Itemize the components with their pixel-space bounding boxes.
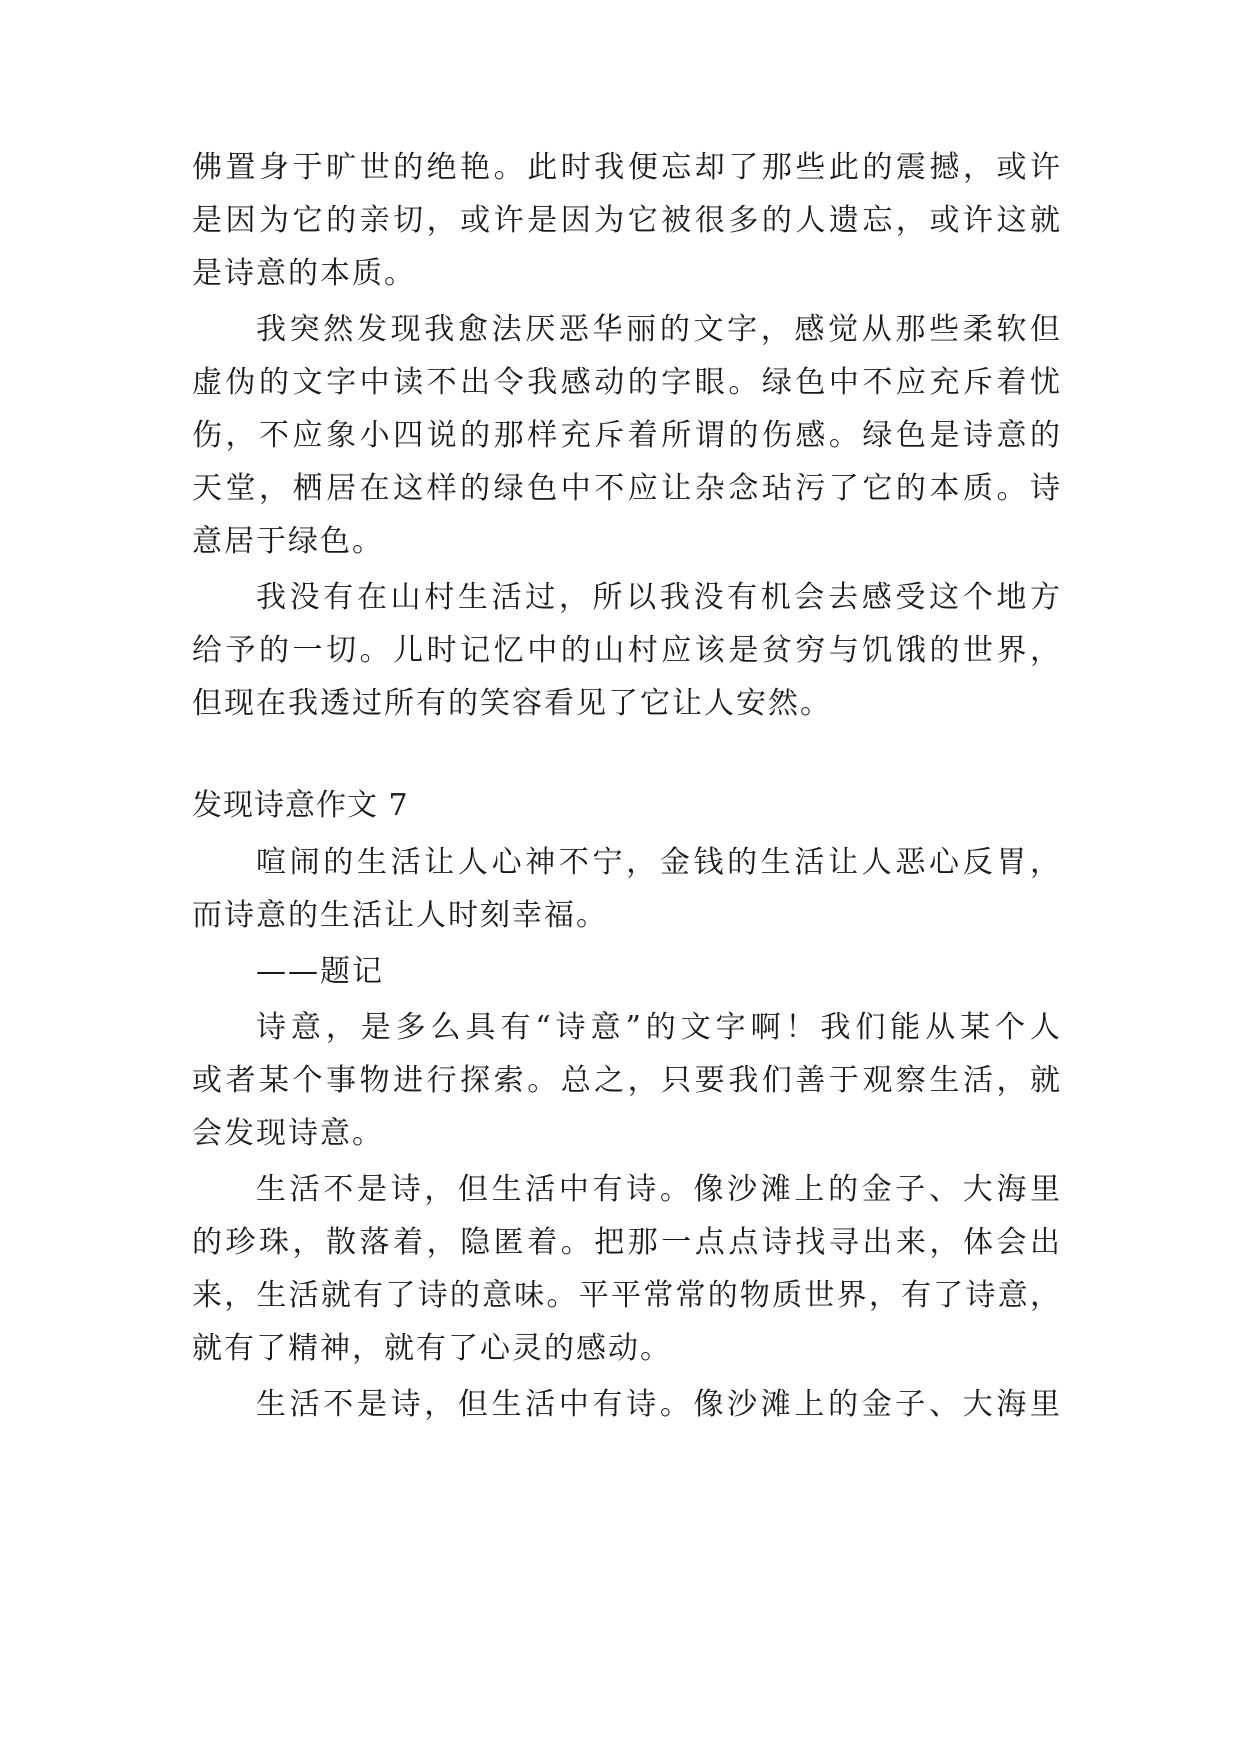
- paragraph-line: 意居于绿色。: [192, 524, 384, 559]
- paragraph-line: 伤，不应象小四说的那样充斥着所谓的伤感。绿色是诗意的: [192, 418, 1062, 453]
- paragraph-line: 就有了精神，就有了心灵的感动。: [192, 1331, 672, 1366]
- paragraph-line: 是因为它的亲切，或许是因为它被很多的人遗忘，或许这就: [192, 203, 1062, 238]
- paragraph-line: 但现在我透过所有的笑容看见了它让人安然。: [192, 686, 832, 721]
- paragraph-line: 虚伪的文字中读不出令我感动的字眼。绿色中不应充斥着忧: [192, 365, 1062, 400]
- epigraph-attribution: ——题记: [256, 954, 384, 989]
- paragraph-line: 生活不是诗，但生活中有诗。像沙滩上的金子、大海里: [256, 1172, 1062, 1207]
- paragraph-line: 生活不是诗，但生活中有诗。像沙滩上的金子、大海里: [256, 1387, 1062, 1422]
- paragraph-line: 而诗意的生活让人时刻幸福。: [192, 898, 608, 933]
- paragraph-line: 我突然发现我愈法厌恶华丽的文字，感觉从那些柔软但: [256, 312, 1062, 347]
- paragraph-line: 天堂，栖居在这样的绿色中不应让杂念玷污了它的本质。诗: [192, 471, 1062, 506]
- paragraph-line: 诗意，是多么具有“诗意”的文字啊！我们能从某个人: [256, 1010, 1062, 1045]
- paragraph-line: 佛置身于旷世的绝艳。此时我便忘却了那些此的震撼，或许: [192, 150, 1062, 185]
- section-heading: 发现诗意作文 7: [192, 788, 409, 823]
- paragraph-line: 的珍珠，散落着，隐匿着。把那一点点诗找寻出来，体会出: [192, 1225, 1062, 1260]
- paragraph-line: 或者某个事物进行探索。总之，只要我们善于观察生活，就: [192, 1063, 1062, 1098]
- paragraph-line: 喧闹的生活让人心神不宁，金钱的生活让人恶心反胃，: [256, 845, 1062, 880]
- paragraph-line: 我没有在山村生活过，所以我没有机会去感受这个地方: [256, 580, 1062, 615]
- paragraph-line: 来，生活就有了诗的意味。平平常常的物质世界，有了诗意，: [192, 1278, 1062, 1313]
- paragraph-line: 给予的一切。儿时记忆中的山村应该是贫穷与饥饿的世界，: [192, 633, 1062, 668]
- paragraph-line: 会发现诗意。: [192, 1116, 384, 1151]
- paragraph-line: 是诗意的本质。: [192, 256, 416, 291]
